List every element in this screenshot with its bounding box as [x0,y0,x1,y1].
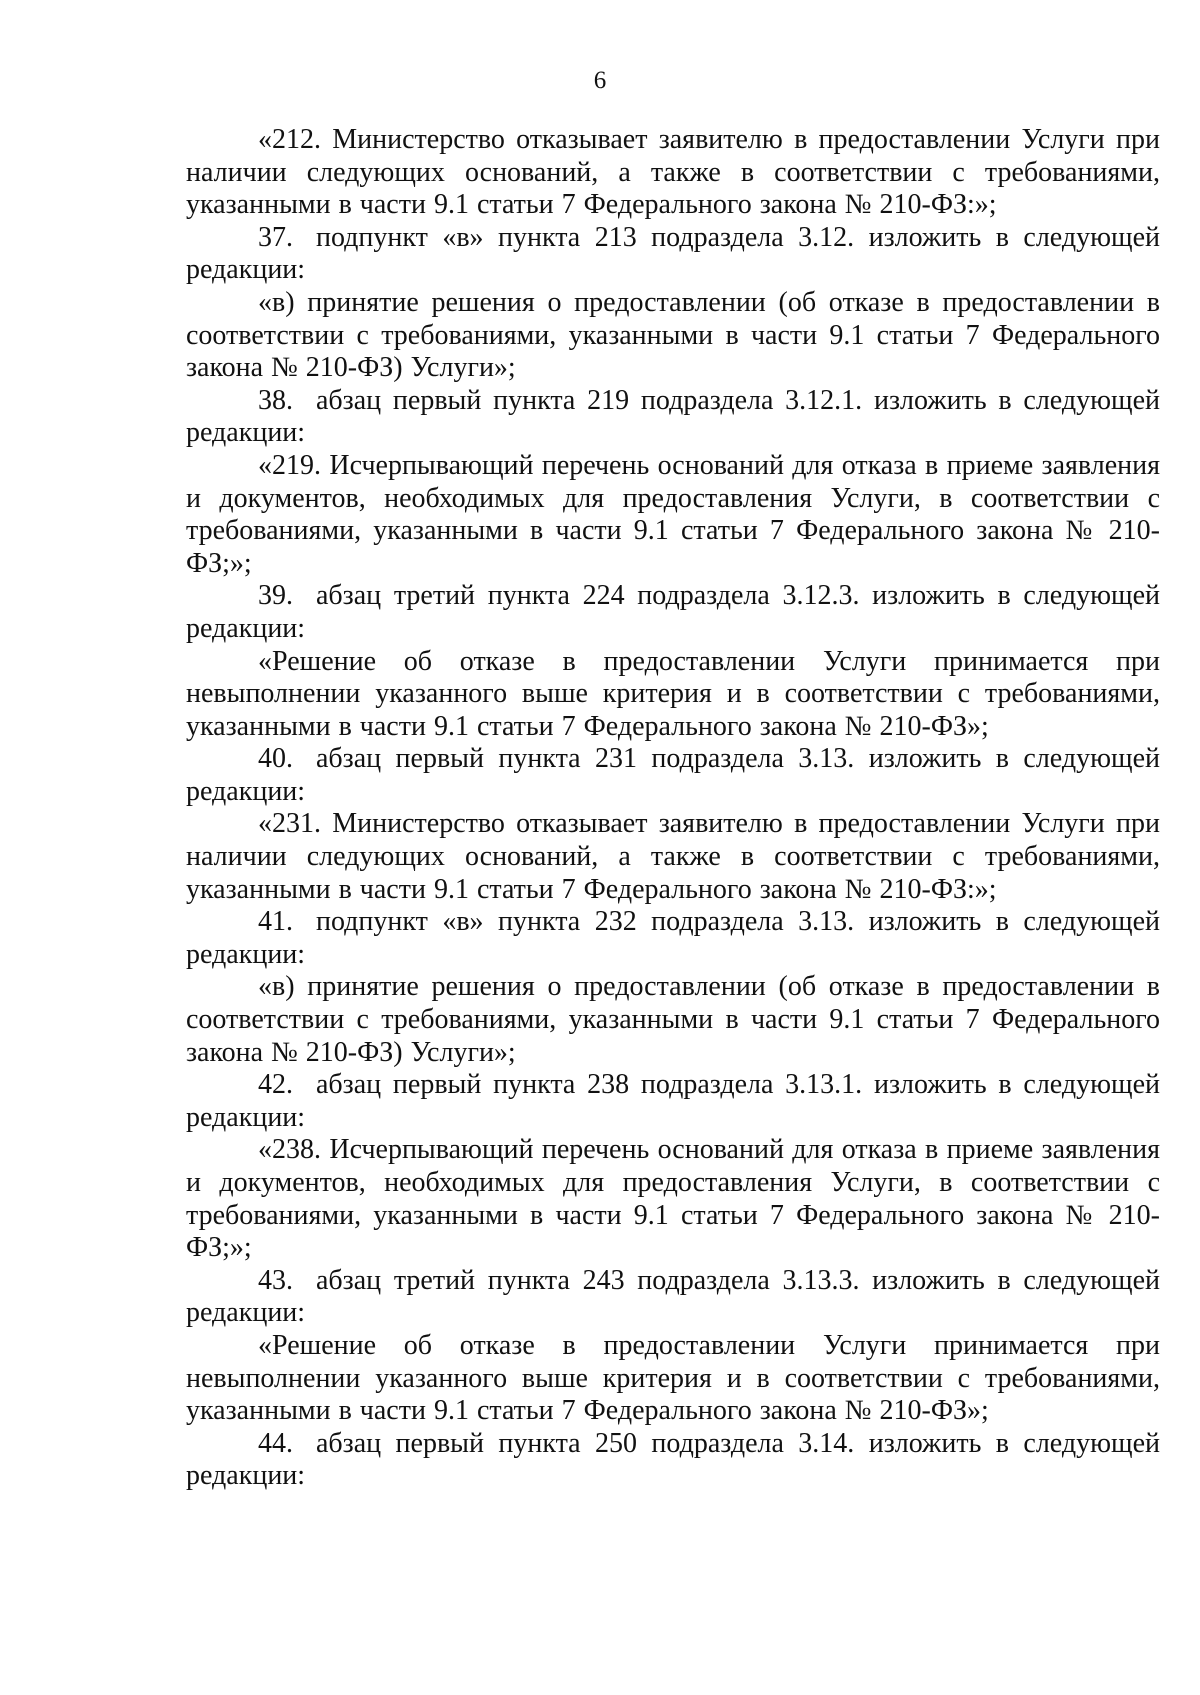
item-number: 44. [258,1427,293,1459]
amendment-item-line [186,222,1160,255]
item-number: 39. [258,580,293,612]
quoted-paragraph: «238. Исчерпывающий перечень оснований для отказа в приеме заявления и документов, необходимых для предоставления Услуги, в соответствии с требованиями, указанными в части 9.1 статьи 7 Федерального закона № 210-ФЗ;»; [186,1134,1160,1264]
item-text: абзац третий пункта 224 подраздела 3.12.3. изложить в следующей [316,580,1160,612]
item-text-continuation: редакции: [186,775,306,807]
quoted-paragraph: «Решение об отказе в предоставлении Услуги принимается при невыполнении указанного выше критерия и в соответствии с требованиями, указанными в части 9.1 статьи 7 Федерального закона № 210-ФЗ»; [186,645,1160,742]
quoted-paragraph: «231. Министерство отказывает заявителю в предоставлении Услуги при наличии следующих оснований, а также в соответствии с требованиями, указанными в части 9.1 статьи 7 Федерального закона № 210-ФЗ:»; [186,808,1160,905]
amendment-item [186,580,1160,645]
item-text-continuation: редакции: [186,254,306,286]
item-text-continuation: редакции: [186,1460,306,1492]
item-number: 41. [258,906,293,938]
amendment-item-line [186,743,1160,776]
amendment-item [186,1428,1160,1493]
item-text: абзац первый пункта 250 подраздела 3.14. изложить в следующей [316,1427,1160,1459]
amendment-item [186,222,1160,287]
amendment-item-line [186,1265,1160,1298]
amendment-item [186,1265,1160,1330]
item-number: 40. [258,743,293,775]
item-text-continuation: редакции: [186,612,306,644]
item-number: 38. [258,384,293,416]
page-number: 6 [593,67,607,94]
item-text: абзац первый пункта 219 подраздела 3.12.1. изложить в следующей [316,384,1160,416]
item-text: абзац третий пункта 243 подраздела 3.13.3. изложить в следующей [316,1264,1160,1296]
amendment-item [186,906,1160,971]
amendment-item-line [186,580,1160,613]
amendment-item-line [186,906,1160,939]
quoted-paragraph: «в) принятие решения о предоставлении (об отказе в предоставлении в соответствии с требованиями, указанными в части 9.1 статьи 7 Федерального закона № 210-ФЗ) Услуги»; [186,971,1160,1068]
quoted-paragraph: «в) принятие решения о предоставлении (об отказе в предоставлении в соответствии с требованиями, указанными в части 9.1 статьи 7 Федерального закона № 210-ФЗ) Услуги»; [186,286,1160,384]
quoted-paragraph: «212. Министерство отказывает заявителю в предоставлении Услуги при наличии следующих оснований, а также в соответствии с требованиями, указанными в части 9.1 статьи 7 Федерального закона № 210-ФЗ:»; [186,124,1160,221]
item-text-continuation: редакции: [186,1101,306,1133]
amendment-item-line [186,1069,1160,1102]
amendment-item [186,385,1160,450]
quoted-paragraph: «Решение об отказе в предоставлении Услуги принимается при невыполнении указанного выше критерия и в соответствии с требованиями, указанными в части 9.1 статьи 7 Федерального закона № 210-ФЗ»; [186,1329,1160,1427]
amendment-item-line [186,385,1160,418]
item-text: подпункт «в» пункта 232 подраздела 3.13. изложить в следующей [316,906,1160,938]
item-number: 37. [258,221,293,253]
amendment-item-line [186,1428,1160,1461]
document-body [186,124,1160,1493]
item-text: абзац первый пункта 231 подраздела 3.13. изложить в следующей [316,743,1160,775]
item-text-continuation: редакции: [186,938,306,970]
item-text-continuation: редакции: [186,1297,306,1329]
item-text: абзац первый пункта 238 подраздела 3.13.1. изложить в следующей [316,1069,1160,1101]
amendment-item [186,1069,1160,1134]
item-number: 42. [258,1069,293,1101]
quoted-paragraph: «219. Исчерпывающий перечень оснований для отказа в приеме заявления и документов, необходимых для предоставления Услуги, в соответствии с требованиями, указанными в части 9.1 статьи 7 Федерального закона № 210-ФЗ;»; [186,449,1160,579]
item-text-continuation: редакции: [186,417,306,449]
item-number: 43. [258,1264,293,1296]
item-text: подпункт «в» пункта 213 подраздела 3.12. изложить в следующей [316,221,1160,253]
amendment-item [186,743,1160,808]
